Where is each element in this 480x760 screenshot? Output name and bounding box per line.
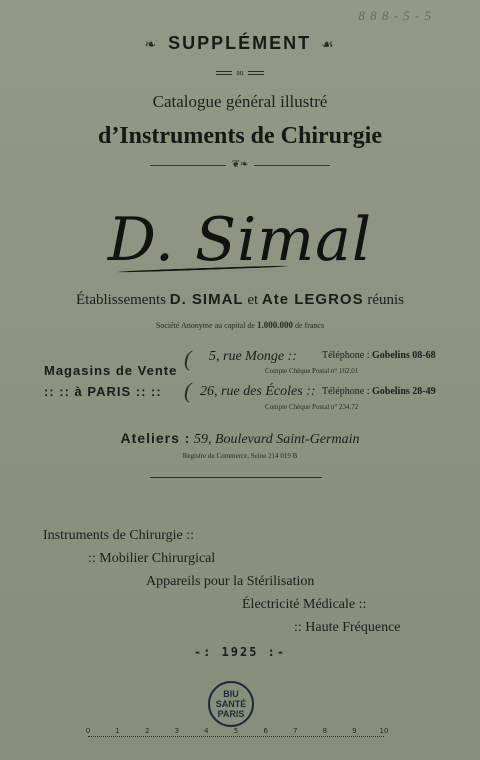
societe-line <box>0 320 480 330</box>
capital-amount: 1.000.000 <box>256 320 293 330</box>
supplement-title <box>0 33 480 54</box>
au-text: au <box>236 68 244 77</box>
compte-ecoles: Compte Chèque Postal n° 234.72 <box>265 403 359 411</box>
brace-lower: ( <box>184 378 192 403</box>
handwritten-mark: 8 8 8 - 5 - 5 <box>358 8 432 23</box>
product-line-1: Instruments de Chirurgie :: <box>43 528 194 543</box>
company-name-legros: Ate LEGROS <box>261 291 364 308</box>
ruler-tick-8: 8 <box>322 727 328 735</box>
company-name-simal: D. SIMAL <box>169 291 244 308</box>
au-bar-left <box>216 71 232 75</box>
supplement-title-text: SUPPLÉMENT <box>168 33 312 53</box>
au-line <box>0 68 480 77</box>
ruler-tick-4: 4 <box>204 727 209 735</box>
stamp-line-2: SANTÉ <box>215 699 247 709</box>
catalogue-line: Catalogue général illustré <box>152 92 328 111</box>
registre-line: Registre du Commerce, Seine 214 019 B <box>182 452 298 460</box>
ruler-tick-10: 10 <box>379 727 389 735</box>
capital-suffix: de francs <box>294 321 325 330</box>
product-line-3: Appareils pour la Stérilisation <box>146 574 315 589</box>
divider-rule-middle <box>150 477 322 478</box>
product-line-5: :: Haute Fréquence <box>294 620 401 635</box>
ruler-tick-7: 7 <box>292 727 298 735</box>
address-monge-sep: :: <box>287 349 297 364</box>
ruler-tick-3: 3 <box>174 727 180 735</box>
etablissements-prefix: Établissements <box>75 292 166 308</box>
stamp-line-3: PARIS <box>217 709 245 719</box>
telephone-ecoles <box>322 386 436 397</box>
simal-signature: D. Simal <box>107 205 373 275</box>
company-et: et <box>247 292 259 308</box>
year-line: -: 1925 :- <box>193 645 287 659</box>
ruler-tick-9: 9 <box>352 727 357 735</box>
telephone-ecoles-number: Gobelins 28-49 <box>371 386 436 397</box>
address-ecoles <box>200 384 315 400</box>
telephone-monge-number: Gobelins 08-68 <box>371 350 436 361</box>
societe-text: Société Anonyme au capital de <box>155 321 255 330</box>
ruler-tick-0: 0 <box>85 727 91 735</box>
ornament-right-icon: ☙ <box>321 37 336 53</box>
divider-ornament-icon: ❦❧ <box>226 159 255 170</box>
au-bar-right <box>248 71 264 75</box>
company-reunis: réunis <box>367 292 405 308</box>
paris-label: :: :: à PARIS :: :: <box>44 384 162 399</box>
telephone-monge-label: Téléphone : <box>322 350 370 361</box>
ateliers-line <box>0 430 480 448</box>
library-stamp <box>208 681 254 727</box>
product-line-2: :: Mobilier Chirurgical <box>88 551 216 566</box>
ruler-tick-2: 2 <box>144 727 150 735</box>
stamp-line-1: BIU <box>223 689 239 699</box>
address-monge <box>209 349 297 365</box>
ruler-tick-1: 1 <box>115 727 120 735</box>
address-ecoles-sep: :: <box>306 384 316 399</box>
address-monge-street: 5, rue Monge <box>209 349 285 364</box>
ateliers-address: 59, Boulevard Saint-Germain <box>193 432 360 447</box>
magasins-label: Magasins de Vente <box>44 363 178 378</box>
ateliers-label: Ateliers : <box>120 430 191 446</box>
product-line-4: Électricité Médicale :: <box>242 597 367 612</box>
brace-upper: ( <box>184 346 192 371</box>
compte-monge: Compte Chèque Postal n° 162.01 <box>265 367 359 375</box>
telephone-ecoles-label: Téléphone : <box>322 386 370 397</box>
divider-ornament <box>0 159 480 170</box>
ruler-tick-6: 6 <box>263 727 268 735</box>
ruler-tick-5: 5 <box>233 727 239 735</box>
address-ecoles-street: 26, rue des Écoles <box>200 384 303 399</box>
etablissements-line <box>0 291 480 309</box>
ruler-line <box>88 736 384 737</box>
instruments-heading: d’Instruments de Chirurgie <box>97 123 382 149</box>
ornament-left-icon: ❧ <box>144 37 159 53</box>
telephone-monge <box>322 350 436 361</box>
